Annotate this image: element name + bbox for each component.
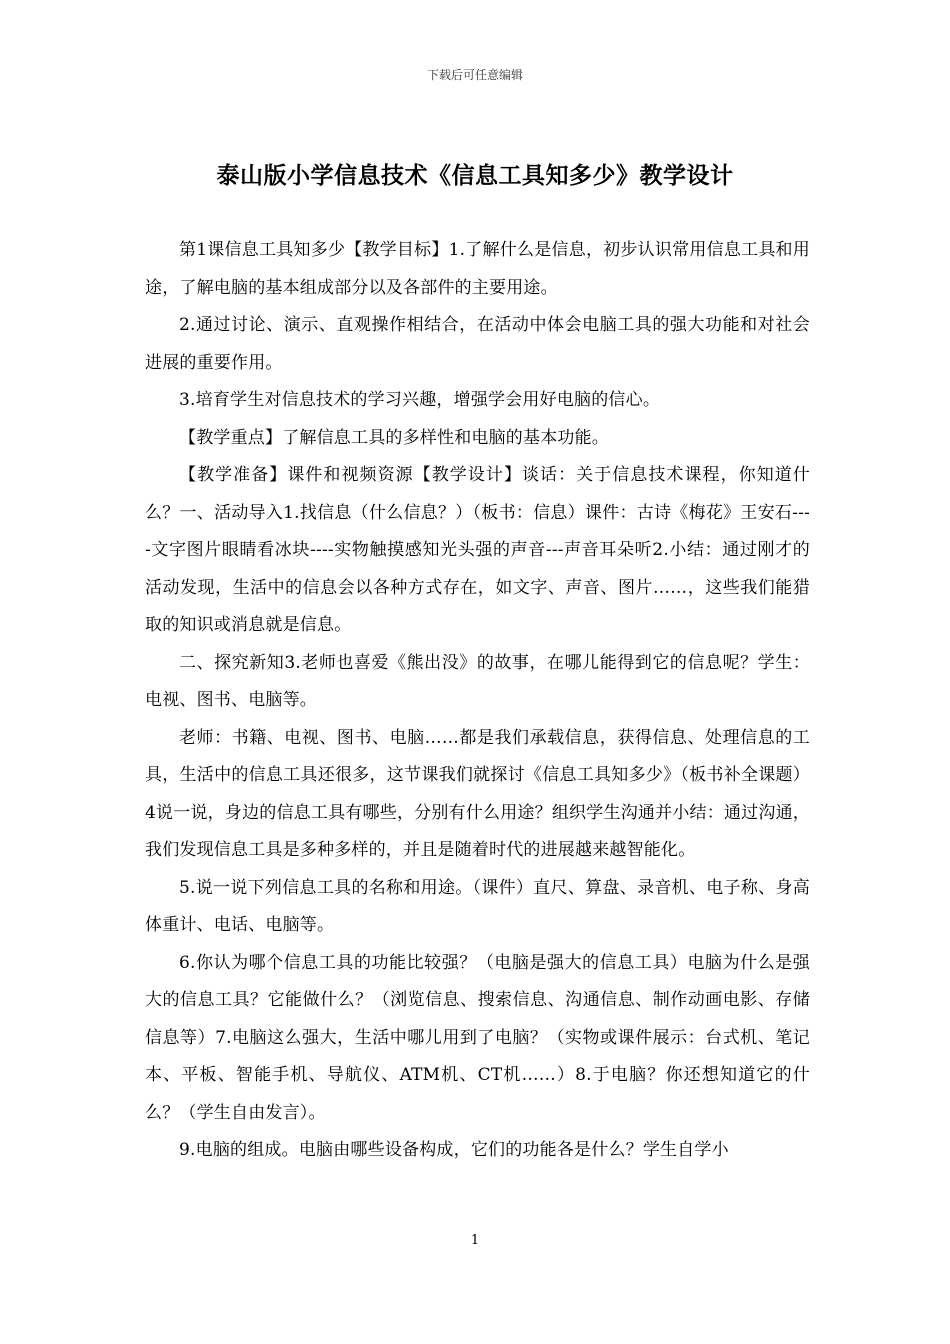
document-body bbox=[145, 232, 810, 1170]
paragraph: 第1课信息工具知多少【教学目标】1.了解什么是信息，初步认识常用信息工具和用途，了解电脑的基本组成部分以及各部件的主要用途。 bbox=[145, 240, 810, 298]
paragraph: 【教学重点】了解信息工具的多样性和电脑的基本功能。 bbox=[179, 427, 609, 448]
page-number: 1 bbox=[470, 1233, 480, 1248]
document-title: 泰山版小学信息技术《信息工具知多少》教学设计 bbox=[216, 163, 734, 189]
page-header-note: 下载后可任意编辑 bbox=[426, 68, 523, 82]
paragraph: 二、探究新知3.老师也喜爱《熊出没》的故事，在哪儿能得到它的信息呢？学生：电视、图书、电脑等。 bbox=[145, 652, 810, 710]
paragraph: 老师：书籍、电视、图书、电脑……都是我们承载信息，获得信息、处理信息的工具，生活中的信息工具还很多，这节课我们就探讨《信息工具知多少》（板书补全课题）4说一说，身边的信息工具有哪些，分别有什么用途？组织学生沟通并小结：通过沟通，我们发现信息工具是多种多样的，并且是随着时代的进展越来越智能化。 bbox=[145, 727, 810, 860]
paragraph: 3.培育学生对信息技术的学习兴趣，增强学会用好电脑的信心。 bbox=[179, 390, 661, 410]
paragraph: 【教学准备】课件和视频资源【教学设计】谈话：关于信息技术课程，你知道什么？一、活动导入1.找信息（什么信息？）（板书：信息）课件：古诗《梅花》王安石----文字图片眼睛看冰块----实物触摸感知光头强的声音---声音耳朵听2.小结：通过刚才的活动发现，生活中的信息会以各种方式存在，如文字、声音、图片……，这些我们能猎取的知识或消息就是信息。 bbox=[145, 465, 810, 635]
paragraph: 2.通过讨论、演示、直观操作相结合，在活动中体会电脑工具的强大功能和对社会进展的重要作用。 bbox=[145, 315, 810, 373]
paragraph: 6.你认为哪个信息工具的功能比较强？（电脑是强大的信息工具）电脑为什么是强大的信息工具？它能做什么？（浏览信息、搜索信息、沟通信息、制作动画电影、存储信息等）7.电脑这么强大，生活中哪儿用到了电脑？（实物或课件展示：台式机、笔记本、平板、智能手机、导航仪、ATM机、CT机……）8.于电脑？你还想知道它的什么？（学生自由发言）。 bbox=[145, 952, 810, 1123]
paragraph: 5.说一说下列信息工具的名称和用途。（课件）直尺、算盘、录音机、电子称、身高体重计、电话、电脑等。 bbox=[145, 877, 810, 935]
paragraph: 9.电脑的组成。电脑由哪些设备构成，它们的功能各是什么？学生自学小 bbox=[179, 1140, 729, 1160]
